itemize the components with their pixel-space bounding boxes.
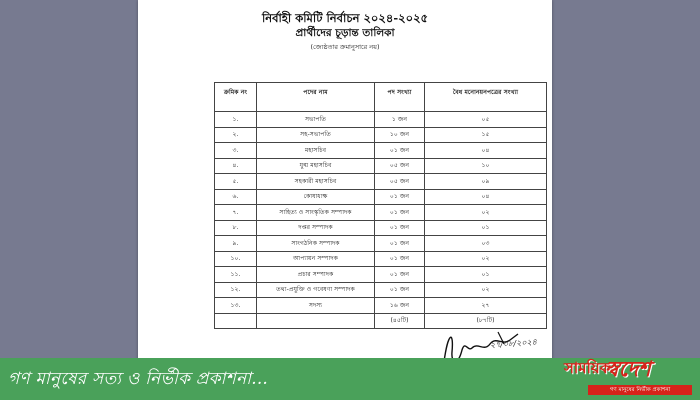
row-serial: ৩. — [215, 143, 257, 159]
document-page — [138, 0, 552, 400]
table-row — [215, 267, 547, 283]
row-post-name: প্রচার সম্পাদক — [257, 267, 375, 283]
logo-text-left: সাময়িক — [564, 359, 611, 377]
candidate-table — [214, 82, 547, 329]
row-post-name: মহাসচিব — [257, 143, 375, 159]
row-valid-nominations: ০৩ — [425, 236, 547, 252]
row-post-name: সহ-সভাপতি — [257, 127, 375, 143]
header-valid-nominations: বৈধ মনোনয়নপত্রের সংখ্যা — [425, 83, 547, 112]
document-subtitle: প্রার্থীদের চূড়ান্ত তালিকা — [295, 27, 395, 39]
row-post-count: ০১ জন — [375, 267, 425, 283]
table-row — [215, 236, 547, 252]
logo-text-right: স্বদেশ — [606, 357, 651, 381]
signature-date: ২৭/০৮/২০২৪ — [489, 337, 538, 350]
table-row — [215, 127, 547, 143]
row-valid-nominations: ০৫ — [425, 112, 547, 128]
row-post-name: দপ্তর সম্পাদক — [257, 220, 375, 236]
left-background — [0, 0, 138, 400]
total-serial — [215, 313, 257, 329]
row-serial: ৯. — [215, 236, 257, 252]
row-valid-nominations: ০১ — [425, 220, 547, 236]
row-post-count: ১৬ জন — [375, 298, 425, 314]
total-post-count: (৪৫টি) — [375, 313, 425, 329]
row-valid-nominations: ২৭ — [425, 298, 547, 314]
row-serial: ১৩. — [215, 298, 257, 314]
table-row — [215, 189, 547, 205]
table-row — [215, 282, 547, 298]
row-post-count: ০৫ জন — [375, 158, 425, 174]
banner-slogan: গণ মানুষের সত্য ও নির্ভীক প্রকাশনা... — [8, 369, 269, 389]
row-valid-nominations: ০১ — [425, 267, 547, 283]
row-serial: ১০. — [215, 251, 257, 267]
row-post-name: যুগ্ম মহাসচিব — [257, 158, 375, 174]
row-valid-nominations: ১০ — [425, 158, 547, 174]
table-row — [215, 251, 547, 267]
row-valid-nominations: ০২ — [425, 251, 547, 267]
row-post-count: ০১ জন — [375, 205, 425, 221]
row-post-name: কোষাধ্যক্ষ — [257, 189, 375, 205]
row-serial: ৬. — [215, 189, 257, 205]
row-post-name: আপ্যায়ন সম্পাদক — [257, 251, 375, 267]
row-serial: ১. — [215, 112, 257, 128]
table-row — [215, 158, 547, 174]
row-valid-nominations: ০৪ — [425, 189, 547, 205]
table-row — [215, 112, 547, 128]
row-serial: ৭. — [215, 205, 257, 221]
right-background — [552, 0, 700, 400]
document-note: (জ্যেষ্ঠতার ক্রমানুসারে নয়) — [310, 43, 380, 51]
row-serial: ১১. — [215, 267, 257, 283]
row-post-count: ০১ জন — [375, 189, 425, 205]
document-title: নির্বাহী কমিটি নির্বাচন ২০২৪-২০২৫ — [261, 11, 429, 25]
header-post-name: পদের নাম — [257, 83, 375, 112]
row-valid-nominations: ০৪ — [425, 143, 547, 159]
row-post-count: ০১ জন — [375, 236, 425, 252]
row-serial: ২. — [215, 127, 257, 143]
header-post-count: পদ সংখ্যা — [375, 83, 425, 112]
table-row — [215, 220, 547, 236]
row-post-name: সহকারী মহাসচিব — [257, 174, 375, 190]
row-post-name: তথ্য-প্রযুক্তি ও গবেষণা সম্পাদক — [257, 282, 375, 298]
total-post-name — [257, 313, 375, 329]
row-serial: ৮. — [215, 220, 257, 236]
row-serial: ৪. — [215, 158, 257, 174]
row-valid-nominations: ১৫ — [425, 127, 547, 143]
table-row — [215, 174, 547, 190]
row-valid-nominations: ০২ — [425, 282, 547, 298]
table-header-row — [215, 83, 547, 112]
row-post-count: ১ জন — [375, 112, 425, 128]
row-post-name: সাহিত্য ও সাংস্কৃতিক সম্পাদক — [257, 205, 375, 221]
table-row — [215, 143, 547, 159]
row-serial: ৫. — [215, 174, 257, 190]
row-post-name: সাংগঠনিক সম্পাদক — [257, 236, 375, 252]
logo-tagline: গণ মানুষের নির্ভীক প্রকাশনা — [588, 385, 692, 395]
row-post-count: ০১ জন — [375, 251, 425, 267]
row-post-count: ১০ জন — [375, 127, 425, 143]
header-serial: ক্রমিক নং — [215, 83, 257, 112]
row-post-count: ০৫ জন — [375, 174, 425, 190]
row-post-count: ০১ জন — [375, 143, 425, 159]
table-row — [215, 298, 547, 314]
table-row — [215, 205, 547, 221]
table-body — [215, 112, 547, 329]
row-post-count: ০১ জন — [375, 282, 425, 298]
row-post-name: সভাপতি — [257, 112, 375, 128]
row-post-name: সদস্য — [257, 298, 375, 314]
row-valid-nominations: ০২ — [425, 205, 547, 221]
row-serial: ১২. — [215, 282, 257, 298]
row-valid-nominations: ০৯ — [425, 174, 547, 190]
row-post-count: ০১ জন — [375, 220, 425, 236]
total-valid-nominations: (৮৭টি) — [425, 313, 547, 329]
